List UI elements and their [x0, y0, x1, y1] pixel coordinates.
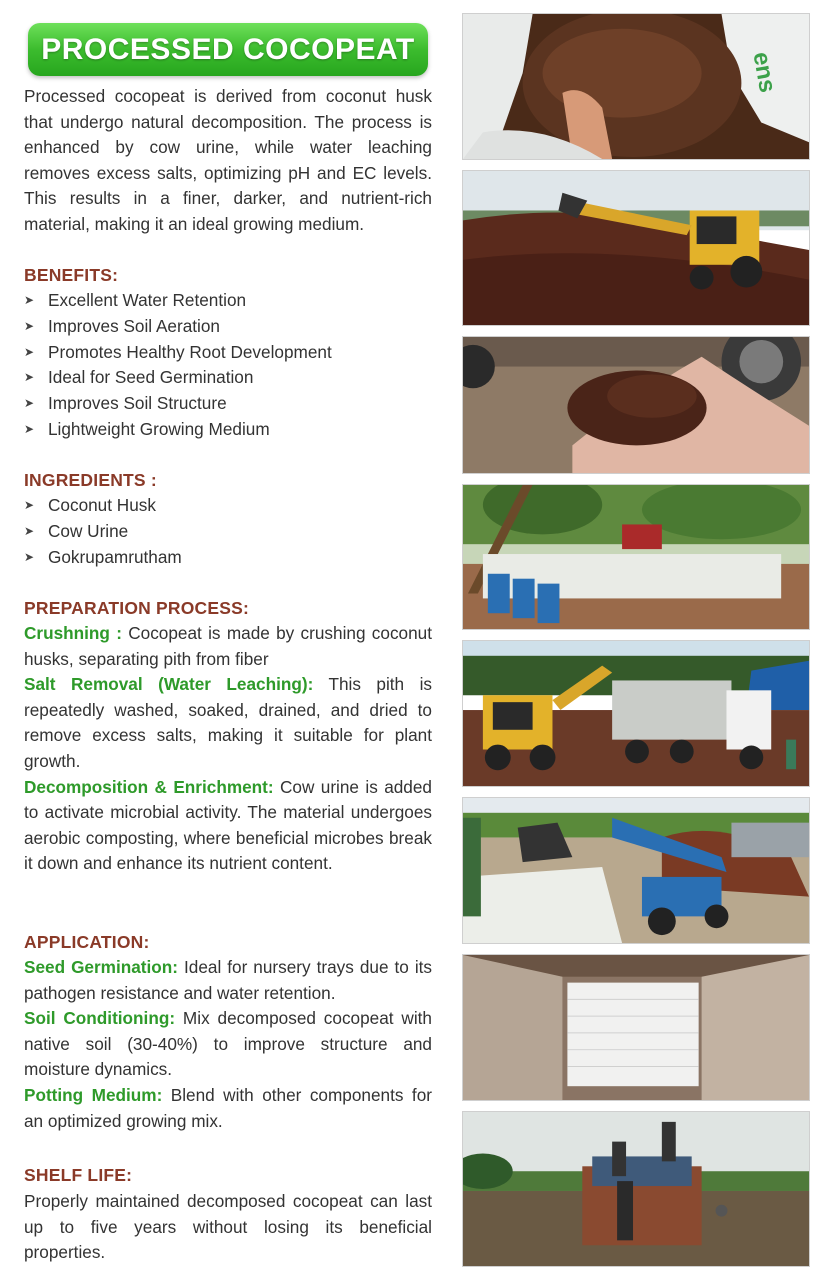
arrow-bullet-icon: ➤: [24, 370, 35, 385]
container-bags-image: [463, 955, 809, 1100]
jcb-truck-image: [463, 641, 809, 786]
photo-container-bags: [462, 954, 810, 1101]
photo-cocopeat-bag: [462, 13, 810, 160]
list-item: ➤ Ideal for Seed Germination: [24, 365, 432, 391]
prep-step-crushing: Crushning : Cocopeat is made by crushing coconut husks, separating pith from fiber: [24, 623, 432, 669]
benefits-section: [24, 263, 432, 443]
arrow-bullet-icon: ➤: [24, 523, 35, 538]
intro-paragraph: Processed cocopeat is derived from coconut husk that undergo natural decomposition. The process is enhanced by cow urine, while water leaching removes excess salts, optimizing pH and EC levels. This results in a finer, darker, and nutrient-rich material, making it an ideal growing medium.: [24, 86, 432, 234]
intro-section: [24, 84, 432, 238]
photo-blue-loader: [462, 797, 810, 944]
ingredients-heading: INGREDIENTS :: [24, 470, 157, 490]
application-section: [24, 930, 432, 1134]
arrow-bullet-icon: ➤: [24, 293, 35, 307]
application-soil-conditioning: Soil Conditioning: Mix decomposed cocopeat with native soil (30-40%) to improve structure and moisture dynamics.: [24, 1008, 432, 1080]
list-item: ➤ Gokrupamrutham: [24, 545, 432, 571]
arrow-bullet-icon: ➤: [24, 549, 35, 564]
list-item: ➤ Excellent Water Retention: [24, 288, 432, 314]
ingredients-list: [24, 493, 432, 570]
bags-palms-image: [463, 485, 809, 629]
shelf-life-section: [24, 1163, 432, 1266]
arrow-bullet-icon: ➤: [24, 498, 35, 512]
hands-cocopeat-image: [463, 337, 809, 473]
shelf-life-heading: SHELF LIFE:: [24, 1165, 133, 1185]
prep-step-salt-removal: Salt Removal (Water Leaching): This pith is repeatedly washed, soaked, drained, and dried to remove excess salts, making it suitable for plant growth.: [24, 674, 432, 771]
photo-jcb-truck: [462, 640, 810, 787]
photo-jcb-pile: [462, 170, 810, 326]
arrow-bullet-icon: ➤: [24, 344, 35, 359]
page-title: PROCESSED COCOPEAT: [41, 32, 415, 66]
shelf-life-paragraph: Properly maintained decomposed cocopeat can last up to five years without losing its beneficial properties.: [24, 1191, 432, 1263]
title-banner: [28, 23, 428, 76]
bag-print-text: ens: [747, 49, 782, 95]
list-item: ➤ Coconut Husk: [24, 493, 432, 519]
preparation-heading: PREPARATION PROCESS:: [24, 598, 250, 618]
lorry-loading-image: [463, 1112, 809, 1266]
blue-loader-image: [463, 798, 809, 943]
arrow-bullet-icon: ➤: [24, 396, 35, 411]
ingredients-section: [24, 468, 432, 570]
cocopeat-bag-image: [463, 14, 809, 159]
benefits-list: [24, 288, 432, 443]
list-item: ➤ Promotes Healthy Root Development: [24, 340, 432, 366]
list-item: ➤ Lightweight Growing Medium: [24, 417, 432, 443]
photo-hands-cocopeat: [462, 336, 810, 474]
jcb-pile-image: [463, 171, 809, 325]
arrow-bullet-icon: ➤: [24, 421, 35, 436]
list-item: ➤ Cow Urine: [24, 519, 432, 545]
prep-step-decomposition: Decomposition & Enrichment: Cow urine is added to activate microbial activity. The material undergoes aerobic composting, where beneficial microbes break it down and enhance its nutrient content.: [24, 776, 432, 874]
photo-bags-palms: [462, 484, 810, 630]
photo-lorry-loading: [462, 1111, 810, 1267]
arrow-bullet-icon: ➤: [24, 318, 35, 333]
application-heading: APPLICATION:: [24, 932, 150, 952]
list-item: ➤ Improves Soil Aeration: [24, 314, 432, 340]
application-seed-germination: Seed Germination: Ideal for nursery trays due to its pathogen resistance and water retention.: [24, 957, 433, 1003]
preparation-section: [24, 596, 432, 877]
benefits-heading: BENEFITS:: [24, 265, 119, 285]
application-potting-medium: Potting Medium: Blend with other components for an optimized growing mix.: [24, 1084, 432, 1131]
list-item: ➤ Improves Soil Structure: [24, 391, 432, 417]
